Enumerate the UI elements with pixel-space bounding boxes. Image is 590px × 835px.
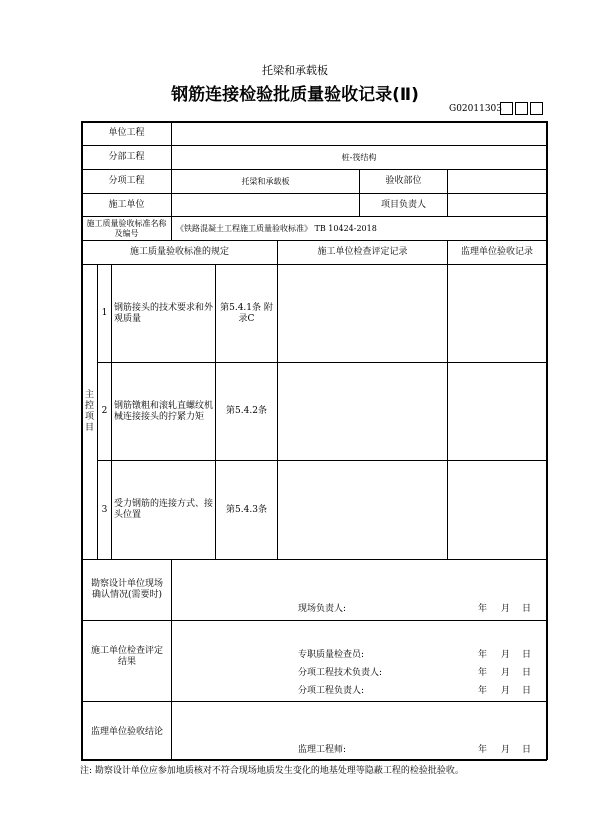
item-3-supervision-field[interactable]	[448, 461, 546, 559]
subdivision-label: 分项工程	[108, 176, 145, 186]
construction-unit-label: 施工单位	[108, 199, 145, 210]
sub-lead-label: 分项工程负责人:	[298, 686, 365, 696]
project-manager-label: 项目负责人	[380, 199, 426, 210]
project-manager-field[interactable]	[448, 194, 546, 216]
inspection-part-field[interactable]	[448, 170, 546, 193]
sub-date-year: 年	[478, 686, 488, 696]
form-code	[449, 104, 502, 114]
supervisor-date-day: 日	[522, 745, 532, 755]
standard-label: 施工质量验收标准名称及编号	[86, 218, 167, 238]
division-field[interactable]: 桩-筏结构	[341, 153, 377, 162]
form-supertitle: 托梁和承载板	[262, 64, 328, 77]
survey-section-label: 勘察设计单位现场确认情况(需要时)	[90, 579, 163, 600]
item-1-desc: 钢筋接头的技术要求和外观质量	[114, 302, 214, 324]
item-3-eval-field[interactable]	[278, 461, 447, 559]
survey-date-day: 日	[522, 604, 532, 614]
tech-lead-label: 分项工程技术负责人:	[298, 668, 383, 678]
form-title: 钢筋连接检验批质量验收记录(Ⅱ)	[171, 85, 419, 105]
item-2-clause: 第5.4.2条	[226, 406, 267, 416]
sub-date-day: 日	[522, 686, 532, 696]
survey-date-month: 月	[501, 604, 511, 614]
survey-person-label: 现场负责人:	[298, 604, 347, 614]
item-1-eval-field[interactable]	[278, 265, 447, 362]
inspection-part-label: 验收部位	[385, 176, 422, 186]
supervision-conclusion-label: 监理单位验收结论	[90, 726, 163, 737]
survey-date-year: 年	[478, 604, 488, 614]
item-1-clause: 第5.4.1条 附录C	[220, 302, 273, 324]
qc-inspector-label: 专职质量检查员:	[298, 650, 365, 660]
unit-project-label: 单位工程	[108, 128, 145, 138]
qc-date-month: 月	[501, 650, 511, 660]
sub-date-month: 月	[501, 686, 511, 696]
item-1-no: 1	[101, 308, 108, 318]
qc-date-day: 日	[522, 650, 532, 660]
construction-unit-field[interactable]	[172, 194, 359, 216]
supervisor-label: 监理工程师:	[298, 745, 347, 755]
col-header-eval: 施工单位检查评定记录	[317, 247, 408, 257]
construction-result-label: 施工单位检查评定结果	[90, 646, 163, 667]
item-3-desc: 受力钢筋的连接方式、接头位置	[114, 499, 214, 520]
tech-date-month: 月	[501, 668, 511, 678]
qc-date-year: 年	[478, 650, 488, 660]
item-1-supervision-field[interactable]	[448, 265, 546, 362]
item-2-desc: 钢筋镦粗和滚轧直螺纹机械连接接头的拧紧力矩	[114, 400, 214, 422]
division-label: 分部工程	[108, 152, 145, 162]
standard-field[interactable]: 《铁路混凝土工程施工质量验收标准》 TB 10424-2018	[176, 223, 377, 233]
supervisor-date-month: 月	[501, 745, 511, 755]
code-box-2[interactable]	[515, 102, 528, 115]
item-2-no: 2	[101, 406, 108, 416]
col-header-supervision: 监理单位验收记录	[460, 247, 533, 257]
item-2-eval-field[interactable]	[278, 363, 447, 460]
supervisor-date-year: 年	[478, 745, 488, 755]
code-box-1[interactable]	[500, 102, 513, 115]
code-box-3[interactable]	[530, 102, 543, 115]
item-3-no: 3	[101, 504, 108, 515]
item-3-clause: 第5.4.3条	[226, 504, 267, 515]
item-2-supervision-field[interactable]	[448, 363, 546, 460]
subdivision-field[interactable]: 托梁和承载板	[241, 177, 290, 186]
tech-date-year: 年	[478, 668, 488, 678]
form-code-text: G02011303	[449, 104, 502, 114]
unit-project-field[interactable]	[172, 122, 546, 145]
category-label: 主控项目	[84, 390, 94, 433]
col-header-spec: 施工质量验收标准的规定	[129, 247, 229, 257]
tech-date-day: 日	[522, 668, 532, 678]
footnote: 注: 勘察设计单位应参加地质核对不符合现场地质发生变化的地基处理等隐蔽工程的检验批验收。	[80, 766, 464, 776]
